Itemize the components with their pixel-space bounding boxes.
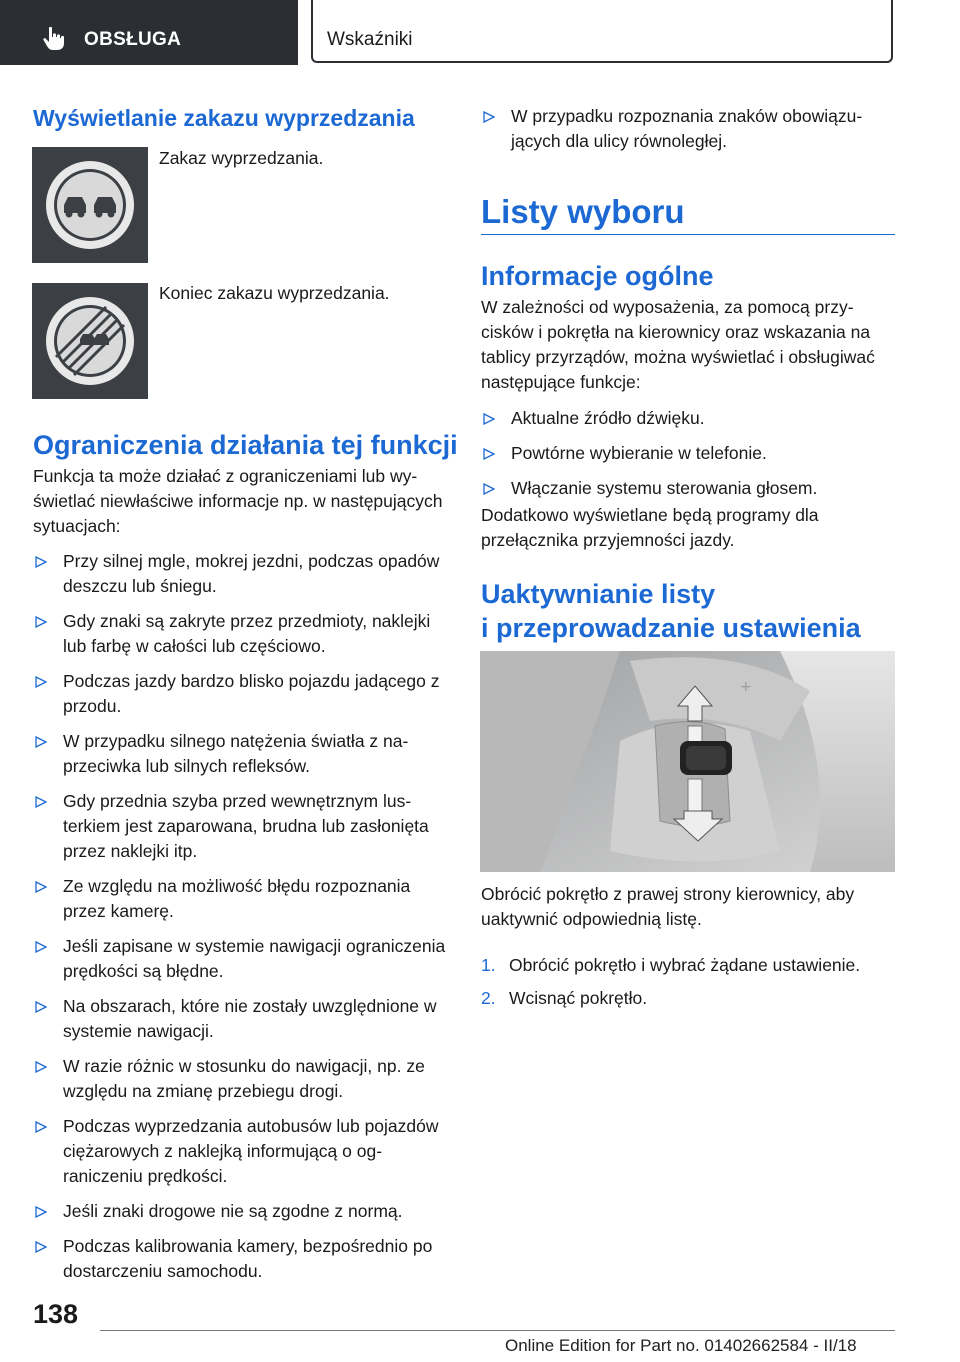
step-text: Obrócić pokrętło i wybrać żądane ustawienie. bbox=[509, 955, 861, 975]
list-item-text: Jeśli zapisane w systemie nawigacji ograniczenia prędkości są błędne. bbox=[63, 936, 446, 981]
list-item-text: Podczas jazdy bardzo blisko pojazdu jadącego z przodu. bbox=[63, 671, 440, 716]
triangle-bullet-icon bbox=[35, 881, 47, 893]
general-extra: Dodatkowo wyświetlane będą programy dla przełącznika przyjemności jazdy. bbox=[481, 505, 819, 550]
list-item bbox=[33, 609, 451, 659]
triangle-bullet-icon bbox=[483, 483, 495, 495]
list-item bbox=[33, 1114, 451, 1189]
list-item-text: W przypadku rozpoznania znaków obowiązujących dla ulicy równoległej. bbox=[511, 106, 863, 151]
triangle-bullet-icon bbox=[35, 736, 47, 748]
triangle-bullet-icon bbox=[35, 1241, 47, 1253]
list-item bbox=[481, 476, 895, 501]
no-overtaking-sign bbox=[32, 147, 148, 263]
end-no-overtaking-sign bbox=[32, 283, 148, 399]
list-item-text: Powtórne wybieranie w telefonie. bbox=[511, 443, 767, 463]
triangle-bullet-icon bbox=[35, 1061, 47, 1073]
list-item bbox=[481, 104, 895, 154]
step-text: Wcisnąć pokrętło. bbox=[509, 988, 648, 1008]
edition-text: Online Edition for Part no. 01402662584 - II/18 bbox=[505, 1336, 857, 1355]
step-number: 2. bbox=[481, 988, 496, 1008]
list-item bbox=[33, 789, 451, 864]
list-item bbox=[33, 994, 451, 1044]
no-overtaking-icon bbox=[32, 147, 148, 263]
list-item-text: W razie różnic w stosunku do nawigacji, np. ze względu na zmianę przebiegu drogi. bbox=[63, 1056, 425, 1101]
sign1-caption: Zakaz wyprzedzania. bbox=[159, 148, 324, 168]
end-no-overtaking-icon bbox=[32, 283, 148, 399]
photo-caption: Obrócić pokrętło z prawej strony kierownicy, aby uaktywnić odpowiednią listę. bbox=[481, 884, 855, 929]
step-item bbox=[481, 986, 895, 1011]
limits-heading: Ograniczenia działania tej funkcji bbox=[33, 430, 458, 460]
page-number: 138 bbox=[33, 1299, 79, 1329]
heading-rule bbox=[481, 234, 895, 235]
list-item bbox=[33, 669, 451, 719]
list-item bbox=[33, 934, 451, 984]
steering-wheel-photo bbox=[480, 651, 895, 872]
lists-heading: Listy wyboru bbox=[481, 193, 685, 230]
list-item-text: Podczas kalibrowania kamery, bezpośrednio po dostarczeniu samochodu. bbox=[63, 1236, 433, 1281]
triangle-bullet-icon bbox=[483, 413, 495, 425]
activate-heading-line2: i przeprowadzanie ustawienia bbox=[481, 613, 861, 643]
list-item-text: Podczas wyprzedzania autobusów lub pojazdów ciężarowych z naklejką informującą o ograniczeniu prędkości. bbox=[63, 1116, 439, 1186]
triangle-bullet-icon bbox=[35, 796, 47, 808]
general-heading: Informacje ogólne bbox=[481, 261, 714, 291]
continued-list bbox=[481, 104, 895, 164]
triangle-bullet-icon bbox=[483, 448, 495, 460]
footer-rule bbox=[100, 1330, 895, 1331]
triangle-bullet-icon bbox=[483, 111, 495, 123]
triangle-bullet-icon bbox=[35, 556, 47, 568]
list-item-text: Jeśli znaki drogowe nie są zgodne z normą. bbox=[63, 1201, 403, 1221]
general-list bbox=[481, 406, 895, 511]
list-item bbox=[481, 406, 895, 431]
triangle-bullet-icon bbox=[35, 1206, 47, 1218]
list-item bbox=[33, 729, 451, 779]
list-item-text: Włączanie systemu sterowania głosem. bbox=[511, 478, 818, 498]
list-item bbox=[481, 441, 895, 466]
list-item bbox=[33, 874, 451, 924]
triangle-bullet-icon bbox=[35, 1121, 47, 1133]
list-item bbox=[33, 1054, 451, 1104]
steps-list bbox=[481, 953, 895, 1019]
limits-intro: Funkcja ta może działać z ograniczeniami lub wyświetlać niewłaściwe informacje np. w następujących sytuacjach: bbox=[33, 466, 443, 536]
list-item-text: Na obszarach, które nie zostały uwzględnione w systemie nawigacji. bbox=[63, 996, 437, 1041]
svg-text:+: + bbox=[740, 679, 752, 695]
limits-list bbox=[33, 549, 451, 1294]
list-item-text: Aktualne źródło dźwięku. bbox=[511, 408, 705, 428]
section-label: OBSŁUGA bbox=[84, 29, 182, 50]
list-item bbox=[33, 1199, 451, 1224]
overtaking-heading: Wyświetlanie zakazu wyprzedzania bbox=[33, 105, 415, 131]
list-item-text: Ze względu na możliwość błędu rozpoznania przez kamerę. bbox=[63, 876, 411, 921]
hand-pointer-icon bbox=[40, 24, 68, 52]
sign2-caption: Koniec zakazu wyprzedzania. bbox=[159, 283, 390, 303]
triangle-bullet-icon bbox=[35, 616, 47, 628]
section-tab bbox=[0, 0, 298, 65]
step-item bbox=[481, 953, 895, 978]
steering-wheel-illustration bbox=[480, 651, 895, 872]
list-item-text: Gdy znaki są zakryte przez przedmioty, naklejki lub farbę w całości lub częściowo. bbox=[63, 611, 431, 656]
activate-heading bbox=[481, 577, 861, 645]
activate-heading-line1: Uaktywnianie listy bbox=[481, 579, 716, 609]
chapter-tab bbox=[311, 0, 893, 63]
list-item-text: Przy silnej mgle, mokrej jezdni, podczas opadów deszczu lub śniegu. bbox=[63, 551, 440, 596]
list-item-text: W przypadku silnego natężenia światła z naprzeciwka lub silnych refleksów. bbox=[63, 731, 409, 776]
list-item bbox=[33, 549, 451, 599]
triangle-bullet-icon bbox=[35, 676, 47, 688]
triangle-bullet-icon bbox=[35, 1001, 47, 1013]
list-item bbox=[33, 1234, 451, 1284]
list-item-text: Gdy przednia szyba przed wewnętrznym lusterkiem jest zaparowana, brudna lub zasłonięta przez naklejki itp. bbox=[63, 791, 429, 861]
general-intro: W zależności od wyposażenia, za pomocą przycisków i pokrętła na kierownicy oraz wskazania na tablicy przyrządów, można wyświetlać i obsługiwać następujące funkcje: bbox=[481, 297, 875, 392]
step-number: 1. bbox=[481, 955, 496, 975]
chapter-label: Wskaźniki bbox=[327, 29, 413, 50]
triangle-bullet-icon bbox=[35, 941, 47, 953]
